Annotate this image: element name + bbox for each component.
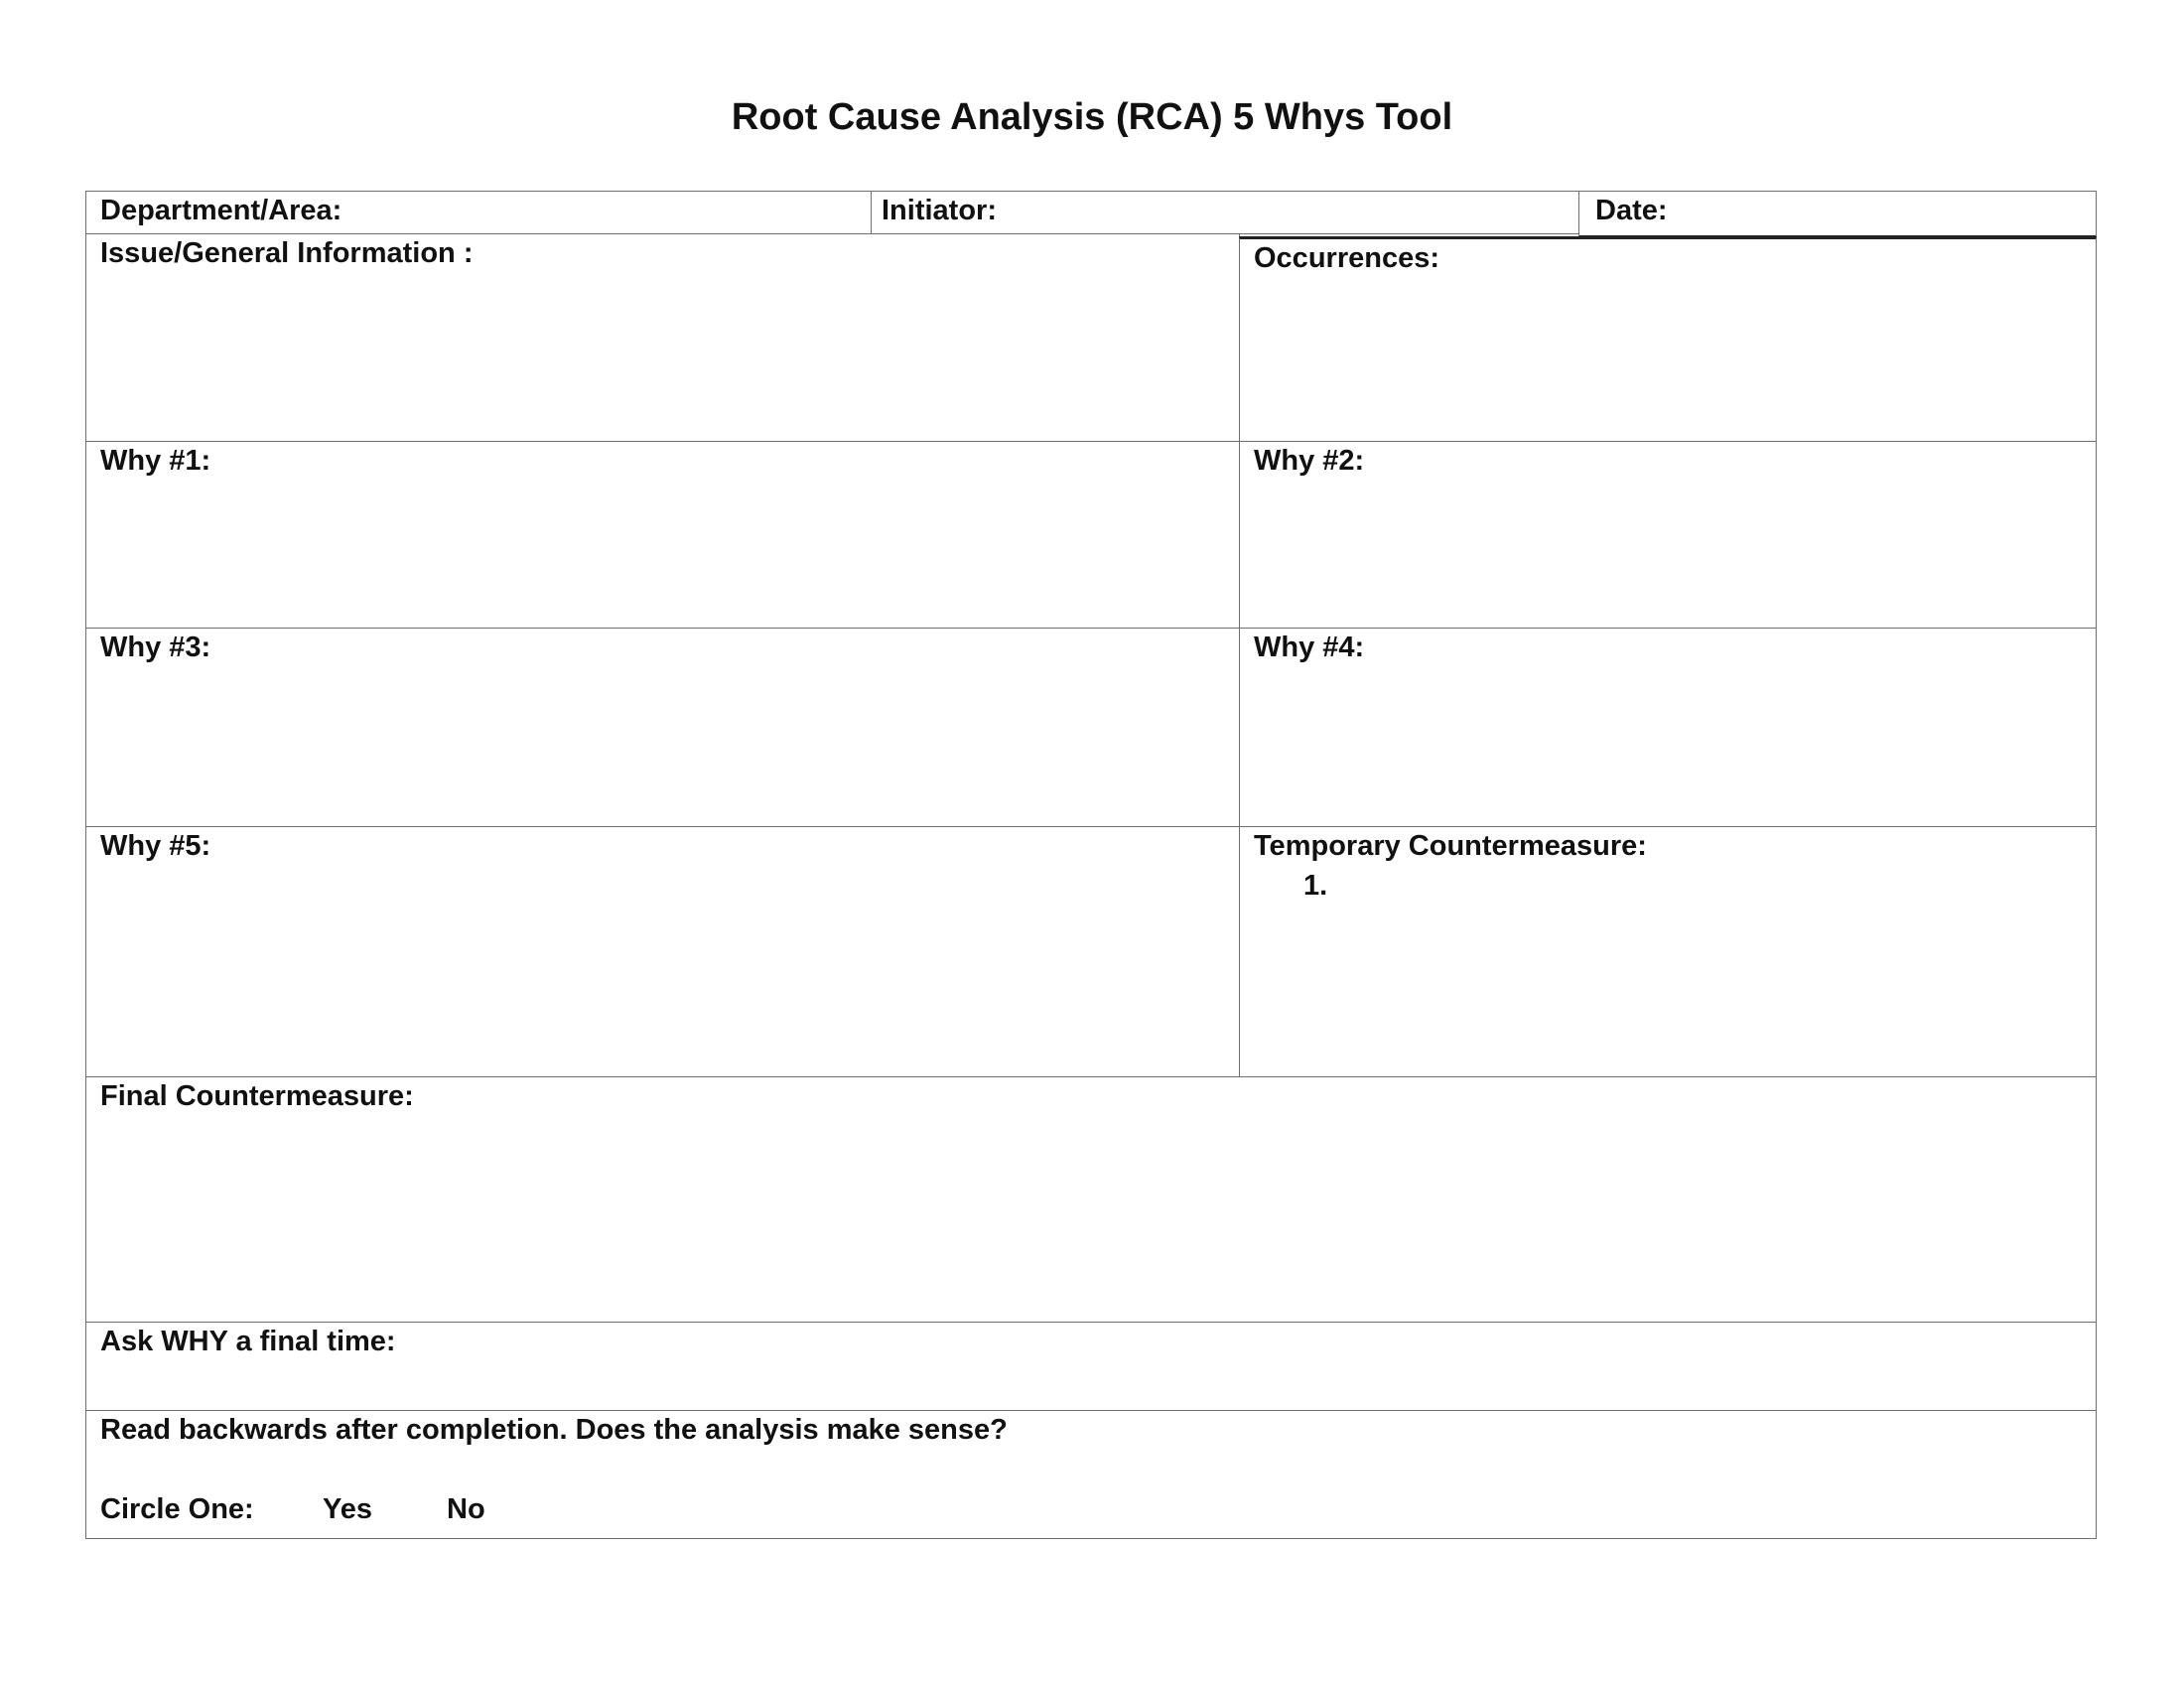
date-label: Date: [1595,195,1668,226]
no-option[interactable]: No [447,1493,485,1525]
temporary-countermeasure-item-1: 1. [1303,870,1328,902]
occurrences-label: Occurrences: [1254,242,1439,274]
issue-general-information-label: Issue/General Information : [100,237,474,269]
department-area-label: Department/Area: [100,195,342,226]
temporary-countermeasure-field[interactable] [1239,826,2097,1077]
why-4-label: Why #4: [1254,632,1365,663]
why-1-field[interactable] [85,441,1240,629]
why-5-field[interactable] [85,826,1240,1077]
issue-general-information-field[interactable] [85,233,1240,442]
why-4-field[interactable] [1239,628,2097,827]
occurrences-field[interactable] [1239,236,2097,442]
temporary-countermeasure-label: Temporary Countermeasure: [1254,830,1647,862]
read-backwards-question: Read backwards after completion. Does the analysis make sense? [100,1414,1008,1446]
initiator-label: Initiator: [882,195,997,226]
read-backwards-section [85,1410,2097,1539]
initiator-field[interactable] [871,191,1579,234]
why-5-label: Why #5: [100,830,211,862]
department-area-field[interactable] [85,191,872,234]
why-2-label: Why #2: [1254,445,1365,477]
rca-form [85,191,2097,1539]
yes-option[interactable]: Yes [323,1493,372,1525]
why-3-label: Why #3: [100,632,211,663]
why-3-field[interactable] [85,628,1240,827]
circle-one-label: Circle One: [100,1493,254,1525]
ask-why-final-time-field[interactable] [85,1322,2097,1411]
final-countermeasure-field[interactable] [85,1076,2097,1323]
date-field[interactable] [1578,191,2097,238]
why-2-field[interactable] [1239,441,2097,629]
document-title: Root Cause Analysis (RCA) 5 Whys Tool [731,96,1453,138]
final-countermeasure-label: Final Countermeasure: [100,1080,414,1112]
ask-why-final-time-label: Ask WHY a final time: [100,1326,396,1357]
why-1-label: Why #1: [100,445,211,477]
